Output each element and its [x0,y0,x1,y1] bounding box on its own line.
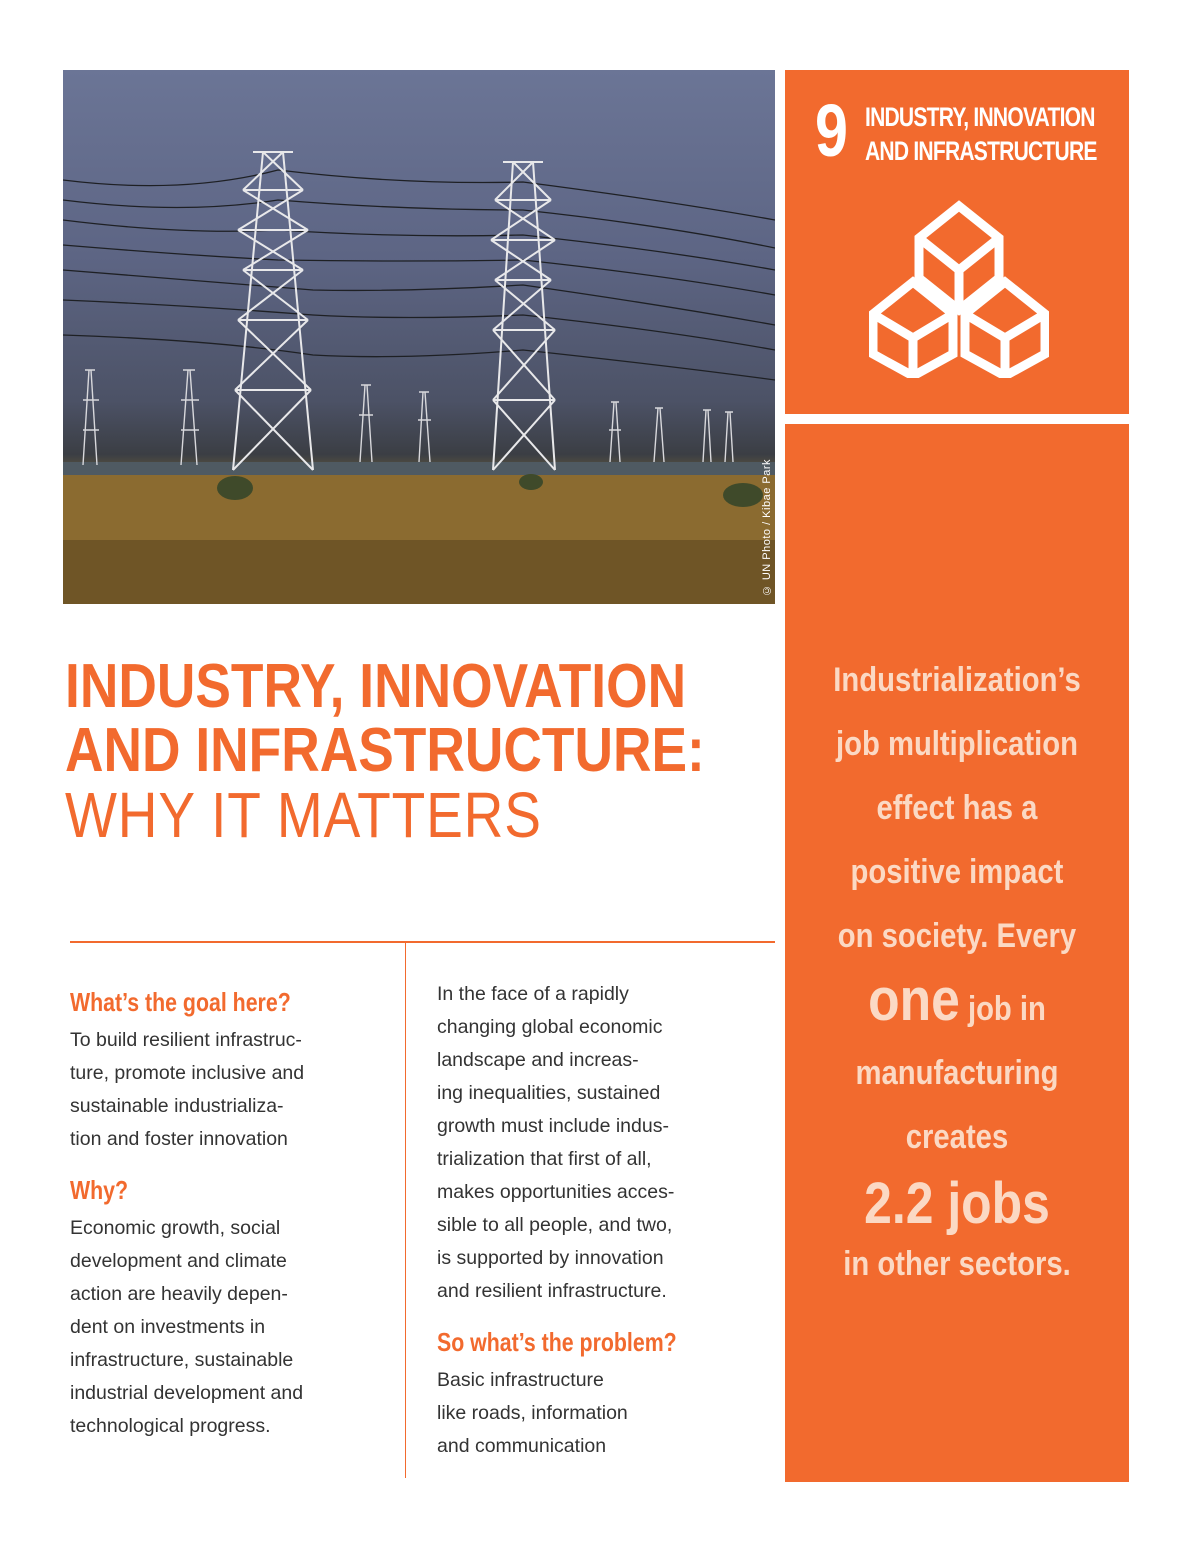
power-pylons-illustration [63,70,775,604]
why-line: industrial development and [70,1382,304,1404]
fact-callout [785,424,1129,1482]
why-text [70,1212,390,1443]
intro-line: sible to all people, and two, [437,1214,673,1236]
why-line: technological progress. [70,1415,271,1437]
fact-one: one [868,966,960,1033]
why-line: dent on investments in [70,1316,266,1338]
page-title-line1: INDUSTRY, INNOVATION [65,652,687,721]
problem-heading: So what’s the problem? [437,1327,677,1357]
intro-line: growth must include indus- [437,1115,669,1137]
problem-line: Basic infrastructure [437,1369,604,1391]
column-right [437,978,767,1475]
fact-line-2: job multiplication [835,725,1079,763]
problem-line: and communication [437,1435,607,1457]
intro-text [437,978,767,1308]
intro-line: trialization that first of all, [437,1148,652,1170]
intro-line: and resilient infrastructure. [437,1280,667,1302]
photo-credit: © UN Photo / Kibae Park [761,458,773,596]
why-line: action are heavily depen- [70,1283,288,1305]
intro-line: ing inequalities, sustained [437,1082,661,1104]
sdg-goal-badge [785,70,1129,414]
why-line: infrastructure, sustainable [70,1349,294,1371]
sdg-title-line1: INDUSTRY, INNOVATION [865,102,1095,132]
goal-line: ture, promote inclusive and [70,1062,305,1084]
fact-line-10: in other sectors. [843,1245,1071,1283]
problem-line: like roads, information [437,1402,628,1424]
goal-heading: What’s the goal here? [70,987,291,1017]
intro-line: landscape and increas- [437,1049,639,1071]
page-title-line3: WHY IT MATTERS [65,779,542,851]
intro-line: is supported by innovation [437,1247,664,1269]
column-left [70,980,390,1455]
intro-line: In the face of a rapidly [437,983,629,1005]
sdg-title [865,100,1097,168]
why-line: development and climate [70,1250,287,1272]
page-title [65,652,705,851]
fact-line-8: creates [905,1118,1009,1156]
page-title-line2: AND INFRASTRUCTURE: [65,716,705,785]
intro-line: changing global economic [437,1016,663,1038]
stacked-cubes-icon [869,198,1049,378]
why-line: Economic growth, social [70,1217,281,1239]
fact-line-4: positive impact [850,853,1064,891]
sdg-title-line2: AND INFRASTRUCTURE [865,136,1097,166]
goal-text [70,1024,390,1156]
problem-text [437,1364,767,1463]
goal-line: To build resilient infrastruc- [70,1029,302,1051]
fact-line-5: on society. Every [837,917,1077,955]
goal-line: sustainable industrializa- [70,1095,284,1117]
fact-line-6 [809,968,1105,1041]
fact-line-3: effect has a [876,789,1038,827]
hero-photo-power-lines [63,70,775,604]
fact-job-in: job in [967,990,1046,1028]
fact-line-1: Industrialization’s [833,661,1081,699]
intro-line: makes opportunities acces- [437,1181,675,1203]
fact-text [785,648,1129,1289]
why-heading: Why? [70,1175,129,1205]
column-divider [405,943,406,1478]
title-divider [70,941,775,943]
goal-line: tion and foster innovation [70,1128,288,1150]
fact-jobs: 2.2 jobs [864,1171,1050,1236]
sdg-number: 9 [815,89,848,172]
fact-line-7: manufacturing [855,1054,1059,1092]
